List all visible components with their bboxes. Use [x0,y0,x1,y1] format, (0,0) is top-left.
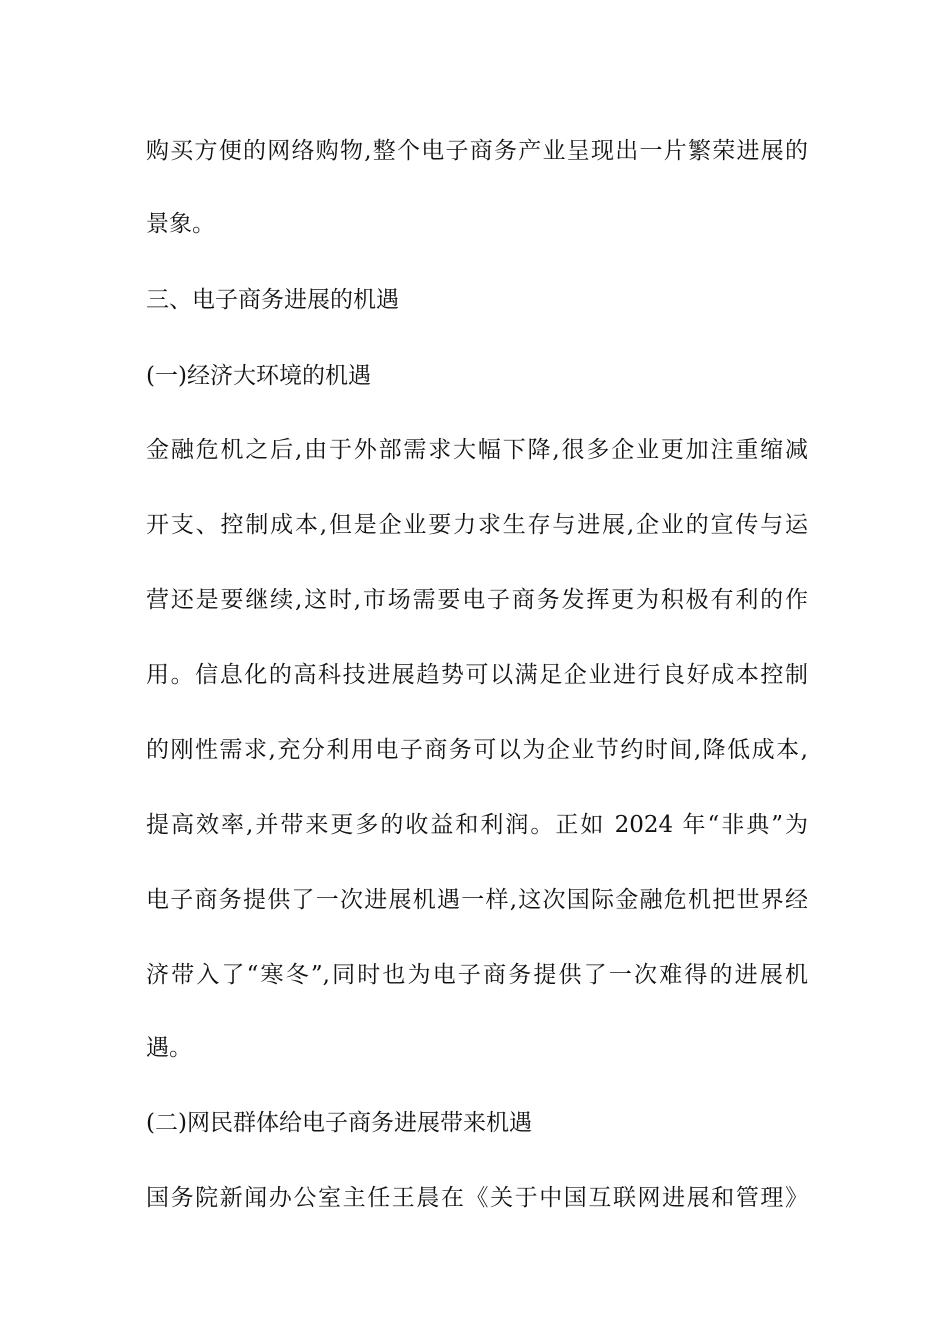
paragraph-line: 景象。 [146,211,215,237]
subsection-heading: (二)网民群体给电子商务进展带来机遇 [146,1110,532,1136]
paragraph-line: 开支、控制成本,但是企业要力求生存与进展,企业的宣传与运 [146,512,808,538]
paragraph-line: 提高效率,并带来更多的收益和利润。正如 2024 年“非典”为 [146,812,808,838]
paragraph-line: 电子商务提供了一次进展机遇一样,这次国际金融危机把世界经 [146,887,808,913]
section-heading: 三、电子商务进展的机遇 [146,287,399,313]
paragraph-line: 购买方便的网络购物,整个电子商务产业呈现出一片繁荣进展的 [146,138,808,164]
paragraph-line: 济带入了“寒冬”,同时也为电子商务提供了一次难得的进展机 [146,962,808,988]
paragraph-line: 国务院新闻办公室主任王晨在《关于中国互联网进展和管理》 [146,1185,808,1211]
subsection-heading: (一)经济大环境的机遇 [146,363,371,389]
paragraph-line: 的刚性需求,充分利用电子商务可以为企业节约时间,降低成本, [146,737,808,763]
paragraph-line: 遇。 [146,1035,192,1061]
paragraph-line: 营还是要继续,这时,市场需要电子商务发挥更为积极有利的作 [146,587,808,613]
paragraph-line: 用。信息化的高科技进展趋势可以满足企业进行良好成本控制 [146,662,808,688]
paragraph-line: 金融危机之后,由于外部需求大幅下降,很多企业更加注重缩减 [146,437,808,463]
